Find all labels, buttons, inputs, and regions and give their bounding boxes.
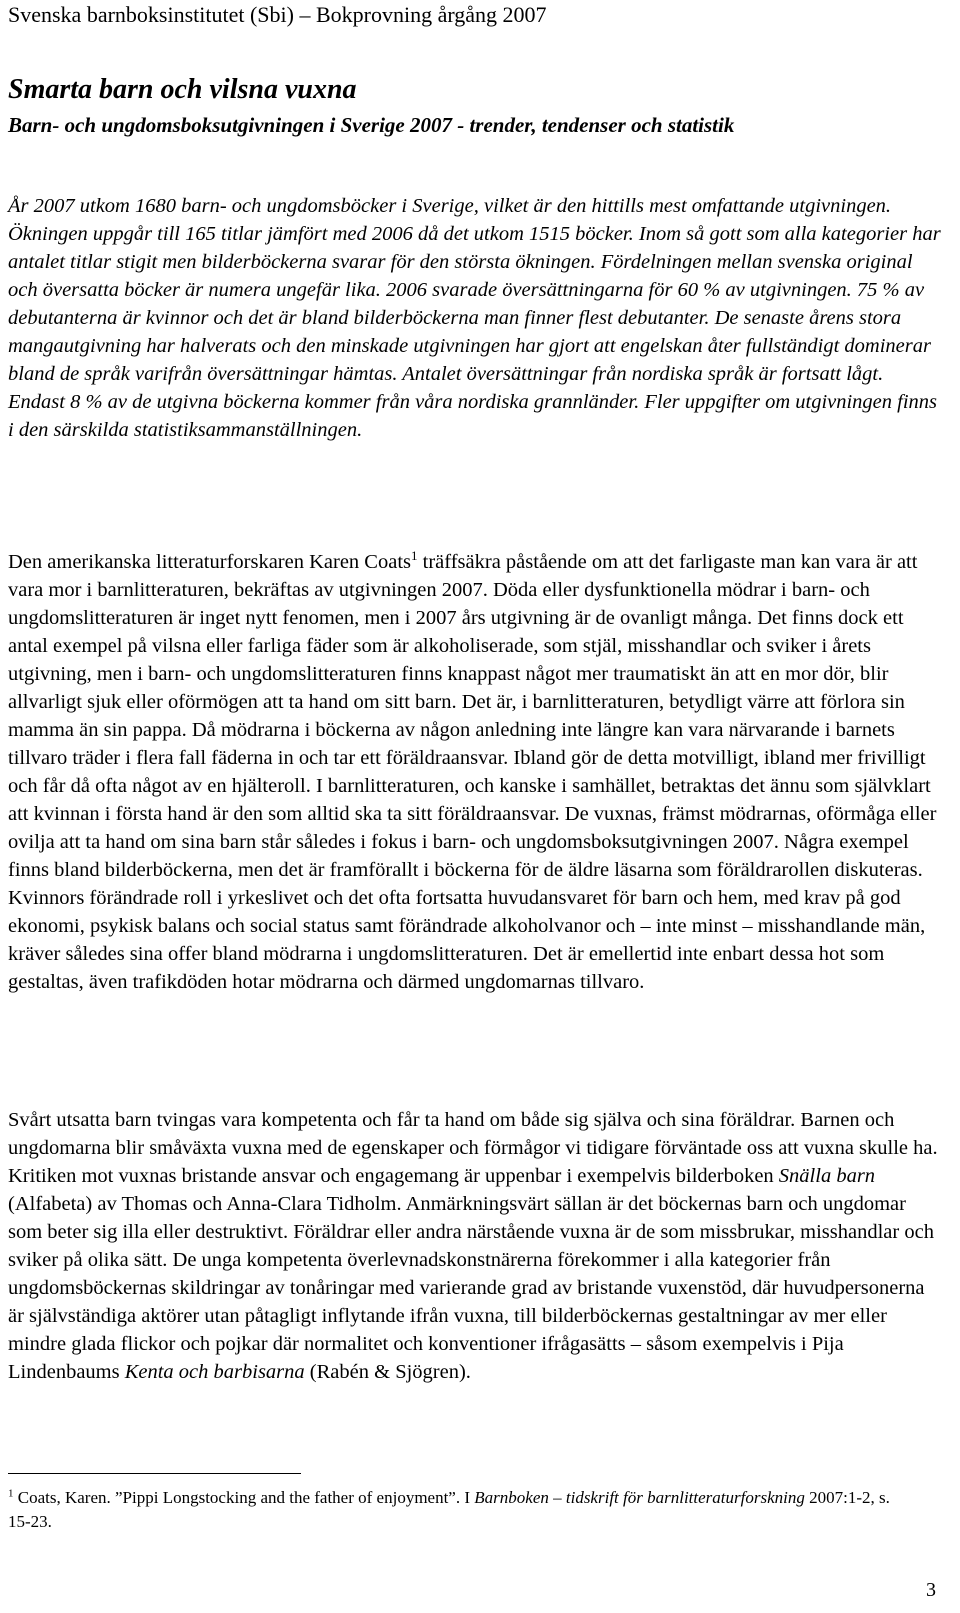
footnote-divider (8, 1473, 301, 1474)
p2-text-start: Den amerikanska litteraturforskaren Karen Coats (8, 551, 412, 573)
footnote (8, 1486, 908, 1534)
article-title: Smarta barn och vilsna vuxna (8, 74, 357, 105)
footnote-number: 1 (8, 1487, 14, 1500)
p3-text-part3: (Rabén & Sjögren). (304, 1361, 471, 1383)
footnote-reference[interactable]: 1 (411, 548, 418, 564)
article-subtitle: Barn- och ungdomsboksutgivningen i Sverige 2007 - trender, tendenser och statistik (8, 113, 735, 137)
p2-text-rest: träffsäkra påstående om att det farligaste man kan vara är att vara mor i barnlitteraturen, bekräftas av utgivningen 2007. Döda eller dysfunktionella mödrar i barn- och ungdomslitteraturen är inget nytt fenomen, men i 2007 års utgivning är de ovanligt många. Det finns dock ett antal exempel på vilsna eller farliga fäder som är alkoholiserade, som stjäl, misshandlar och sviker i årets utgivning, men i barn- och ungdomslitteraturen finns knappast något mer traumatiskt än att en mor dör, blir allvarligt sjuk eller oförmögen att ta hand om sitt barn. Det är, i barnlitteraturen, betydligt värre att förlora sin mamma än sin pappa. Då mödrarna i böckerna av någon anledning inte längre kan vara närvarande i barnets tillvaro träder i flera fall fäderna in och tar ett föräldraansvar. Ibland gör de detta motvilligt, ibland mer frivilligt och får då ofta något av en hjälteroll. I barnlitteraturen, och kanske i samhället, betraktas det ännu som självklart att kvinnan i första hand är den som alltid ska ta sitt föräldraansvar. De vuxnas, främst mödrarnas, oförmåga eller ovilja att ta hand om sina barn står således i fokus i barn- och ungdomsboksutgivningen 2007. Några exempel finns bland bilderböckerna, men det är framförallt i böckerna för de äldre läsarna som föräldrarollen diskuteras. Kvinnors förändrade roll i yrkeslivet och det ofta fortsatta huvudansvaret för barn och hem, med krav på god ekonomi, psykisk balans och social status samt förändrade alkoholvanor och – inte minst – misshandlande män, kräver således sina offer bland mödrarna i ungdomslitteraturen. Det är emellertid inte enbart dessa hot som gestaltas, även trafikdöden hotar mödrarna och därmed ungdomarnas tillvaro. (8, 551, 937, 993)
intro-paragraph: År 2007 utkom 1680 barn- och ungdomsböcker i Sverige, vilket är den hittills mest omfattande utgivningen. Ökningen uppgår till 165 titlar jämfört med 2006 då det utkom 1515 böcker. Inom så gott som alla kategorier har antalet titlar stigit men bilderböckerna svarar för den största ökningen. Fördelningen mellan svenska original och översatta böcker är numera ungefär lika. 2006 svarade översättningarna för 60 % av utgivningen. 75 % av debutanterna är kvinnor och det är bland bilderböckerna man finner flest debutanter. De senaste årens stora mangautgivning har halverats och den minskade utgivningen har gjort att engelskan åter fullständigt dominerar bland de språk varifrån översättningar hämtas. Antalet översättningar från nordiska språk är fortsatt lågt. Endast 8 % av de utgivna böckerna kommer från våra nordiska grannländer. Fler uppgifter om utgivningen finns i den särskilda statistiksammanställningen. (8, 195, 941, 441)
page-number: 3 (926, 1579, 936, 1601)
p3-text-part2: (Alfabeta) av Thomas och Anna-Clara Tidholm. Anmärkningsvärt sällan är det böckernas barn och ungdomar som beter sig illa eller destruktivt. Föräldrar eller andra närstående vuxna är de som missbrukar, misshandlar och sviker på olika sätt. De unga kompetenta överlevnadskonstnärerna förekommer i alla kategorier från ungdomsböckernas skildringar av tonåringar med varierande grad av bristande vuxenstöd, där huvudpersonerna är självständiga aktörer utan påtagligt inflytande ifrån vuxna, till bilderböckernas gestaltningar av mer eller mindre glada flickor och pojkar där normalitet och konventioner ifrågasätts – såsom exempelvis i Pija Lindenbaums (8, 1193, 934, 1383)
body-paragraph-mothers (8, 548, 943, 996)
footnote-journal-title: Barnboken – tidskrift för barnlitteraturforskning (474, 1488, 805, 1507)
running-header: Svenska barnboksinstitutet (Sbi) – Bokprovning årgång 2007 (8, 2, 547, 27)
book-title-snalla-barn: Snälla barn (778, 1165, 876, 1187)
footnote-text-start: Coats, Karen. ”Pippi Longstocking and the father of enjoyment”. I (13, 1488, 475, 1507)
p3-text-part1: Svårt utsatta barn tvingas vara kompetenta och får ta hand om både sig själva och sina föräldrar. Barnen och ungdomarna blir småväxta vuxna med de egenskaper och förmågor vi tidigare förväntade oss att vuxna skulle ha. Kritiken mot vuxnas bristande ansvar och engagemang är uppenbar i exempelvis bilderboken (8, 1109, 938, 1187)
body-paragraph-competent-children (8, 1106, 943, 1386)
book-title-kenta-och-barbisarna: Kenta och barbisarna (124, 1361, 305, 1383)
footnote-text-end: 2007:1-2, s. 15-23. (8, 1488, 890, 1531)
